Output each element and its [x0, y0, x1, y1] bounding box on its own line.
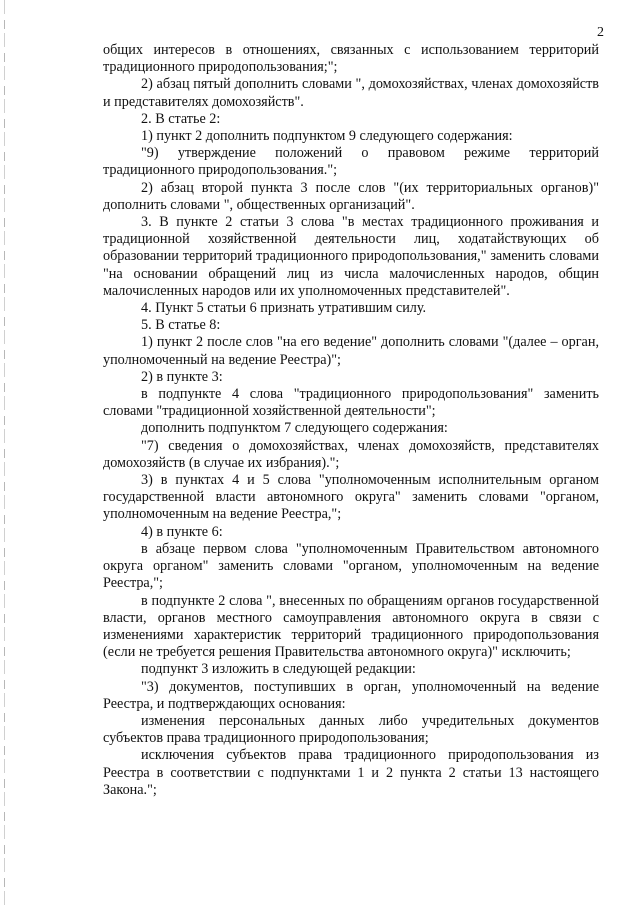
page-number: 2 — [597, 25, 604, 40]
paragraph: 2) в пункте 3: — [141, 368, 223, 385]
paragraph: дополнить подпунктом 7 следующего содержания: — [141, 420, 448, 437]
paragraph: в подпункте 4 слова "традиционного природопользования" заменить словами "традиционной хозяйственной деятельности"; — [103, 386, 599, 420]
paragraph: "9) утверждение положений о правовом режиме территорий традиционного природопользования."; — [103, 145, 599, 179]
paragraph: 2. В статье 2: — [141, 110, 221, 127]
document-body — [103, 42, 599, 799]
paragraph: в абзаце первом слова "уполномоченным Правительством автономного округа органом" заменить словами "органом, уполномоченным на ведение Реестра,"; — [103, 540, 599, 592]
paragraph: "3) документов, поступивших в орган, уполномоченный на ведение Реестра, и подтверждающих основания: — [103, 678, 599, 712]
paragraph: общих интересов в отношениях, связанных с использованием территорий традиционного природопользования;"; — [103, 42, 599, 76]
paragraph: в подпункте 2 слова ", внесенных по обращениям органов государственной власти, органов местного самоуправления автономного округа в связи с изменениями характеристик территорий традиционного природопользования (если не требуется решения Правительства автономного округа)" исключить; — [103, 592, 599, 661]
paragraph: 2) абзац пятый дополнить словами ", домохозяйствах, членах домохозяйств и представителях домохозяйств". — [103, 76, 599, 110]
paragraph: 5. В статье 8: — [141, 317, 221, 334]
paragraph: 2) абзац второй пункта 3 после слов "(их территориальных органов)" дополнить словами ", общественных организаций". — [103, 179, 599, 213]
paragraph: 4) в пункте 6: — [141, 523, 223, 540]
paragraph: 3) в пунктах 4 и 5 слова "уполномоченным исполнительным органом государственной власти автономного округа" заменить словами "органом, уполномоченным на ведение Реестра,"; — [103, 472, 599, 523]
paragraph: подпункт 3 изложить в следующей редакции: — [141, 661, 416, 678]
scan-edge-artifact — [4, 0, 5, 905]
paragraph: изменения персональных данных либо учредительных документов субъектов права традиционного природопользования; — [103, 712, 599, 747]
paragraph: 1) пункт 2 после слов "на его ведение" дополнить словами "(далее – орган, уполномоченный на ведение Реестра)"; — [103, 334, 599, 368]
paragraph: исключения субъектов права традиционного природопользования из Реестра в соответствии с подпунктами 1 и 2 пункта 2 статьи 13 настоящего Закона."; — [103, 747, 599, 798]
paragraph: 4. Пункт 5 статьи 6 признать утратившим силу. — [141, 300, 427, 317]
paragraph: "7) сведения о домохозяйствах, членах домохозяйств, представителях домохозяйств (в случае их избрания)."; — [103, 437, 599, 471]
paragraph: 3. В пункте 2 статьи 3 слова "в местах традиционного проживания и традиционной хозяйственной деятельности лиц, ходатайствующих об образовании территорий традиционного природопользования," заменить словами "на основании обращений лиц из числа малочисленных народов, общин малочисленных народов или их уполномоченных представителей". — [103, 214, 599, 299]
paragraph: 1) пункт 2 дополнить подпунктом 9 следующего содержания: — [141, 128, 513, 145]
